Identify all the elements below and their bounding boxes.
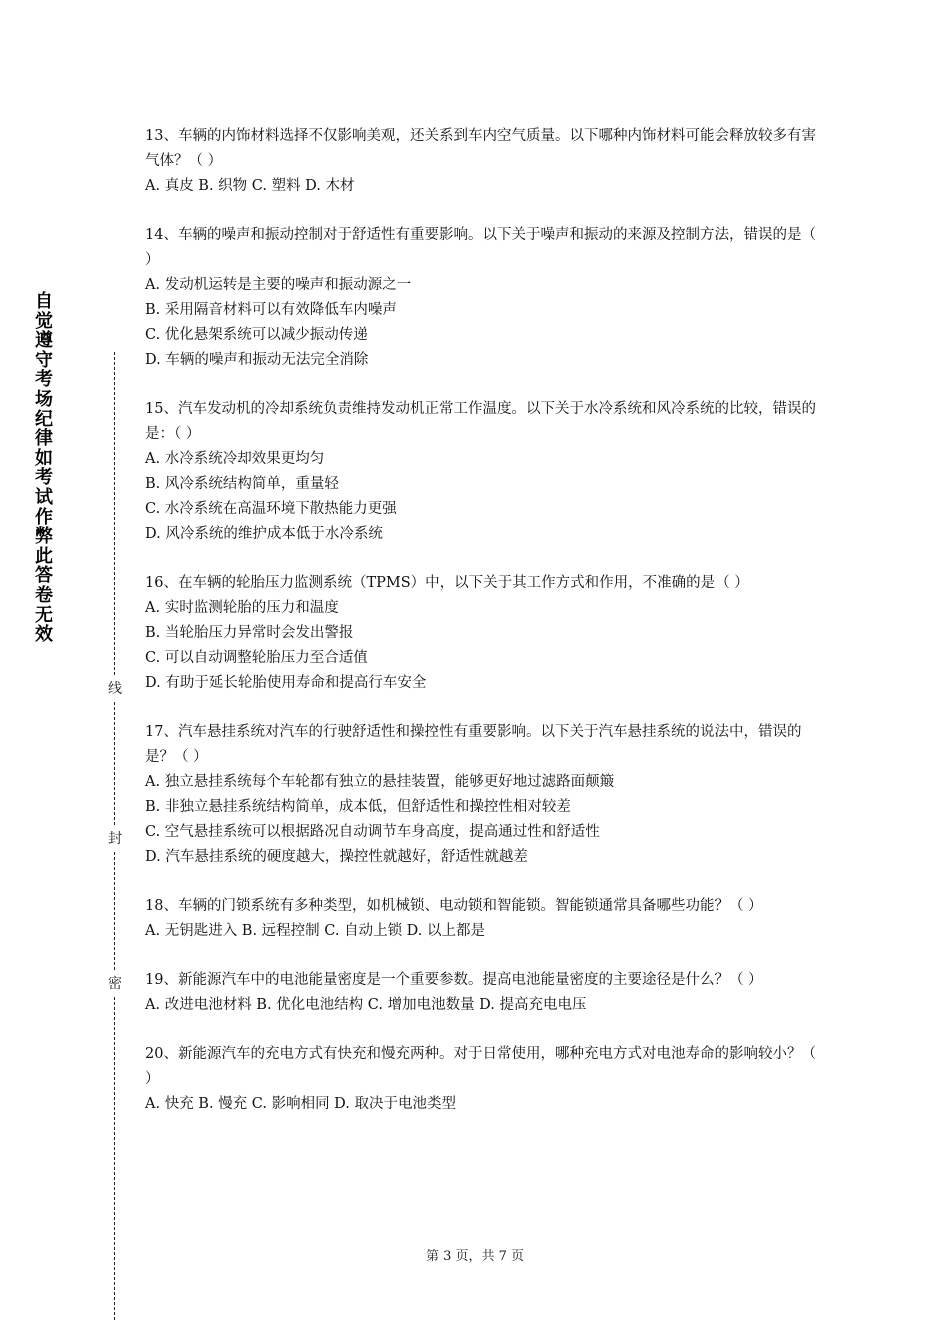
question-stem: 17、汽车悬挂系统对汽车的行驶舒适性和操控性有重要影响。以下关于汽车悬挂系统的说法中，错误的是？（ ） — [145, 724, 802, 765]
option-b: B. 采用隔音材料可以有效降低车内噪声 — [145, 302, 397, 318]
notice-char: 守 — [35, 349, 53, 371]
question-17 — [145, 720, 820, 870]
question-18 — [145, 894, 820, 944]
notice-char: 答 — [35, 565, 53, 587]
option-b: B. 非独立悬挂系统结构简单，成本低，但舒适性和操控性相对较差 — [145, 799, 571, 815]
option-d: D. 车辆的噪声和振动无法完全消除 — [145, 352, 369, 368]
option-b: B. 风冷系统结构简单，重量轻 — [145, 476, 339, 492]
notice-char: 律 — [35, 428, 53, 450]
question-options: A. 真皮 B. 织物 C. 塑料 D. 木材 — [145, 178, 355, 194]
notice-char: 考 — [35, 369, 53, 391]
question-options: A. 无钥匙进入 B. 远程控制 C. 自动上锁 D. 以上都是 — [145, 923, 486, 939]
option-d: D. 有助于延长轮胎使用寿命和提高行车安全 — [145, 675, 427, 691]
question-stem: 14、车辆的噪声和振动控制对于舒适性有重要影响。以下关于噪声和振动的来源及控制方法，错误的是（ ） — [145, 227, 816, 268]
option-a: A. 独立悬挂系统每个车轮都有独立的悬挂装置，能够更好地过滤路面颠簸 — [145, 774, 615, 790]
option-a: A. 水冷系统冷却效果更均匀 — [145, 451, 325, 467]
option-d: D. 汽车悬挂系统的硬度越大，操控性就越好，舒适性就越差 — [145, 849, 528, 865]
option-c: C. 水冷系统在高温环境下散热能力更强 — [145, 501, 397, 517]
notice-char: 效 — [35, 624, 53, 646]
page-number-footer: 第 3 页，共 7 页 — [425, 1249, 525, 1264]
question-13 — [145, 124, 820, 199]
notice-char: 试 — [35, 486, 53, 508]
option-a: A. 实时监测轮胎的压力和温度 — [145, 600, 339, 616]
question-16 — [145, 571, 820, 696]
binding-label-mi: 密 — [104, 972, 126, 996]
question-options: A. 快充 B. 慢充 C. 影响相同 D. 取决于电池类型 — [145, 1096, 457, 1112]
option-b: B. 当轮胎压力异常时会发出警报 — [145, 625, 354, 641]
binding-label-feng: 封 — [104, 827, 126, 851]
notice-char: 场 — [35, 388, 53, 410]
notice-char: 纪 — [35, 408, 53, 430]
notice-char: 作 — [35, 506, 53, 528]
question-stem: 13、车辆的内饰材料选择不仅影响美观，还关系到车内空气质量。以下哪种内饰材料可能会释放较多有害气体？（ ） — [145, 128, 816, 169]
question-19 — [145, 968, 820, 1018]
question-stem: 16、在车辆的轮胎压力监测系统（TPMS）中，以下关于其工作方式和作用，不准确的是（ ） — [145, 575, 749, 591]
option-c: C. 空气悬挂系统可以根据路况自动调节车身高度，提高通过性和舒适性 — [145, 824, 600, 840]
exam-discipline-notice — [28, 292, 60, 645]
option-d: D. 风冷系统的维护成本低于水冷系统 — [145, 526, 383, 542]
option-a: A. 发动机运转是主要的噪声和振动源之一 — [145, 277, 412, 293]
question-options: A. 改进电池材料 B. 优化电池结构 C. 增加电池数量 D. 提高充电电压 — [145, 997, 587, 1013]
question-list — [145, 124, 820, 1141]
notice-char: 如 — [35, 447, 53, 469]
notice-char: 自 — [35, 291, 53, 312]
question-20 — [145, 1042, 820, 1117]
notice-char: 弊 — [35, 526, 53, 548]
notice-char: 觉 — [35, 310, 53, 332]
notice-char: 遵 — [35, 330, 53, 352]
notice-char: 卷 — [35, 584, 53, 606]
question-stem: 20、新能源汽车的充电方式有快充和慢充两种。对于日常使用，哪种充电方式对电池寿命的影响较小？（ ） — [145, 1046, 816, 1087]
binding-label-xian: 线 — [104, 677, 126, 701]
question-15 — [145, 397, 820, 547]
question-14 — [145, 223, 820, 373]
question-stem: 15、汽车发动机的冷却系统负责维持发动机正常工作温度。以下关于水冷系统和风冷系统的比较，错误的是：（ ） — [145, 401, 816, 442]
question-stem: 18、车辆的门锁系统有多种类型，如机械锁、电动锁和智能锁。智能锁通常具备哪些功能？（ ） — [145, 898, 763, 914]
question-stem: 19、新能源汽车中的电池能量密度是一个重要参数。提高电池能量密度的主要途径是什么？（ ） — [145, 972, 763, 988]
notice-char: 此 — [35, 545, 53, 567]
option-c: C. 优化悬架系统可以减少振动传递 — [145, 327, 368, 343]
notice-char: 考 — [35, 467, 53, 489]
option-c: C. 可以自动调整轮胎压力至合适值 — [145, 650, 368, 666]
notice-char: 无 — [35, 604, 53, 626]
